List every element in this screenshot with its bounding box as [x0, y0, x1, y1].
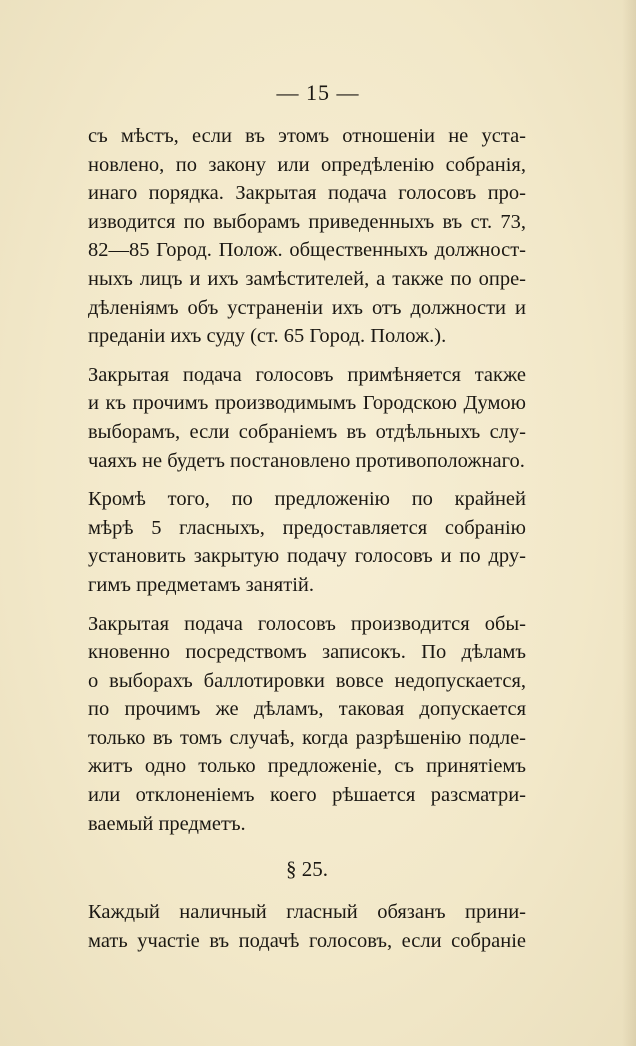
paragraph-line: инаго порядка. Закрытая подача голосовъ про- [88, 182, 526, 205]
paragraph-3 [88, 485, 526, 599]
paragraph-line: мать участіе въ подачѣ голосовъ, если собраніе [88, 929, 526, 952]
paragraph-line: чаяхъ не будетъ постановлено противоположнаго. [88, 449, 525, 472]
paragraph-line: Закрытая подача голосовъ примѣняется также [88, 363, 526, 386]
paragraph-line: мѣрѣ 5 гласныхъ, предоставляется собранію [88, 516, 526, 539]
paragraph-line: 82—85 Город. Полож. общественныхъ должност- [88, 239, 526, 262]
paragraph-line: новлено, по закону или опредѣленію собранія, [88, 153, 526, 176]
paragraph-line: кновенно посредствомъ записокъ. По дѣламъ [88, 641, 526, 664]
paragraph-line: ваемый предметъ. [88, 812, 246, 835]
paragraph-line: установить закрытую подачу голосовъ и по дру- [88, 545, 526, 568]
paragraph-line: или отклоненіемъ коего рѣшается разсматри- [88, 784, 526, 807]
paragraph-line: о выборахъ баллотировки вовсе недопускается, [88, 669, 526, 692]
paragraph-line: дѣленіямъ объ устраненіи ихъ отъ должности и [88, 296, 526, 319]
paragraph-line: гимъ предметамъ занятій. [88, 573, 314, 596]
paragraph-line: Закрытая подача голосовъ производится обы- [88, 612, 526, 635]
page-number: — 15 — [276, 80, 360, 105]
paragraph-line: житъ одно только предложеніе, съ принятіемъ [88, 755, 526, 778]
paragraph-line: Каждый наличный гласный обязанъ прини- [88, 901, 526, 924]
paragraph-line: преданіи ихъ суду (ст. 65 Город. Полож.). [88, 325, 447, 348]
paragraph-4 [88, 610, 526, 839]
section-heading: § 25. [286, 857, 328, 882]
paragraph-gap [88, 351, 526, 361]
paragraph-line: и къ прочимъ производимымъ Городскою Думою [88, 392, 526, 415]
paragraph-line: изводится по выборамъ приведенныхъ въ ст. 73, [88, 210, 526, 233]
paragraph-2 [88, 361, 526, 475]
paragraph-line: Кромѣ того, по предложенію по крайней [88, 488, 526, 511]
paragraph-line: по прочимъ же дѣламъ, таковая допускается [88, 698, 526, 721]
paragraph-line: только въ томъ случаѣ, когда разрѣшенію подле- [88, 726, 526, 749]
paragraph-1 [88, 122, 526, 351]
paragraph-5 [88, 898, 526, 955]
paragraph-gap [88, 600, 526, 610]
paragraph-gap [88, 475, 526, 485]
paragraph-line: съ мѣстъ, если въ этомъ отношеніи не уста- [88, 125, 526, 147]
page-edge-shadow [622, 0, 636, 1046]
paragraph-line: выборамъ, если собраніемъ въ отдѣльныхъ слу- [88, 420, 526, 443]
paragraph-line: ныхъ лицъ и ихъ замѣстителей, а также по опре- [88, 267, 526, 290]
text-block [88, 122, 526, 955]
